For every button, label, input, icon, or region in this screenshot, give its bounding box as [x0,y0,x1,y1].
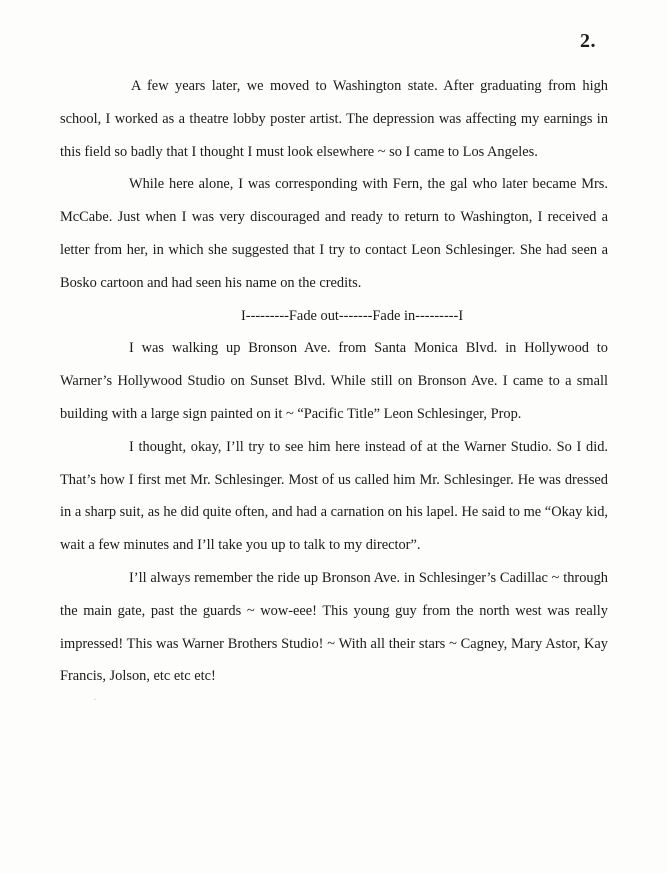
paragraph-meeting-schlesinger: I thought, okay, I’ll try to see him here instead of at the Warner Studio. So I did. That’s how I first met Mr. Schlesinger. Most of us called him Mr. Schlesinger. He was dressed in a sharp suit, as he did quite often, and had a carnation on his lapel. He said to me “Okay kid, wait a few minutes and I’ll take you up to talk to my director”. [60,438,608,554]
paragraph-corresponding-with-fern: While here alone, I was corresponding with Fern, the gal who later became Mrs. McCabe. Just when I was very discouraged and ready to return to Washington, I received a letter from her, in which she suggested that I try to contact Leon Schlesinger. She had seen a Bosko cartoon and had seen his name on the credits. [60,176,608,291]
document-body [60,70,608,693]
paragraph-cadillac-ride: I’ll always remember the ride up Bronson Ave. in Schlesinger’s Cadillac ~ through the main gate, past the guards ~ wow-eee! This young guy from the north west was really impressed! This was Warner Brothers Studio! ~ With all their stars ~ Cagney, Mary Astor, Kay Francis, Jolson, etc etc etc! [60,569,608,685]
paragraph-bronson-ave: I was walking up Bronson Ave. from Santa Monica Blvd. in Hollywood to Warner’s Hollywood Studio on Sunset Blvd. While still on Bronson Ave. I came to a small building with a large sign painted on it ~ “Pacific Title” Leon Schlesinger, Prop. [60,340,608,422]
scene-divider: I---------Fade out-------Fade in---------I [241,307,464,324]
page-number: 2. [580,30,596,52]
paragraph-move-to-washington: A few years later, we moved to Washington state. After graduating from high school, I worked as a theatre lobby poster artist. The depression was affecting my earnings in this field so badly that I thought I must look elsewhere ~ so I came to Los Angeles. [60,78,608,160]
scan-speck-mark: · [93,692,97,706]
